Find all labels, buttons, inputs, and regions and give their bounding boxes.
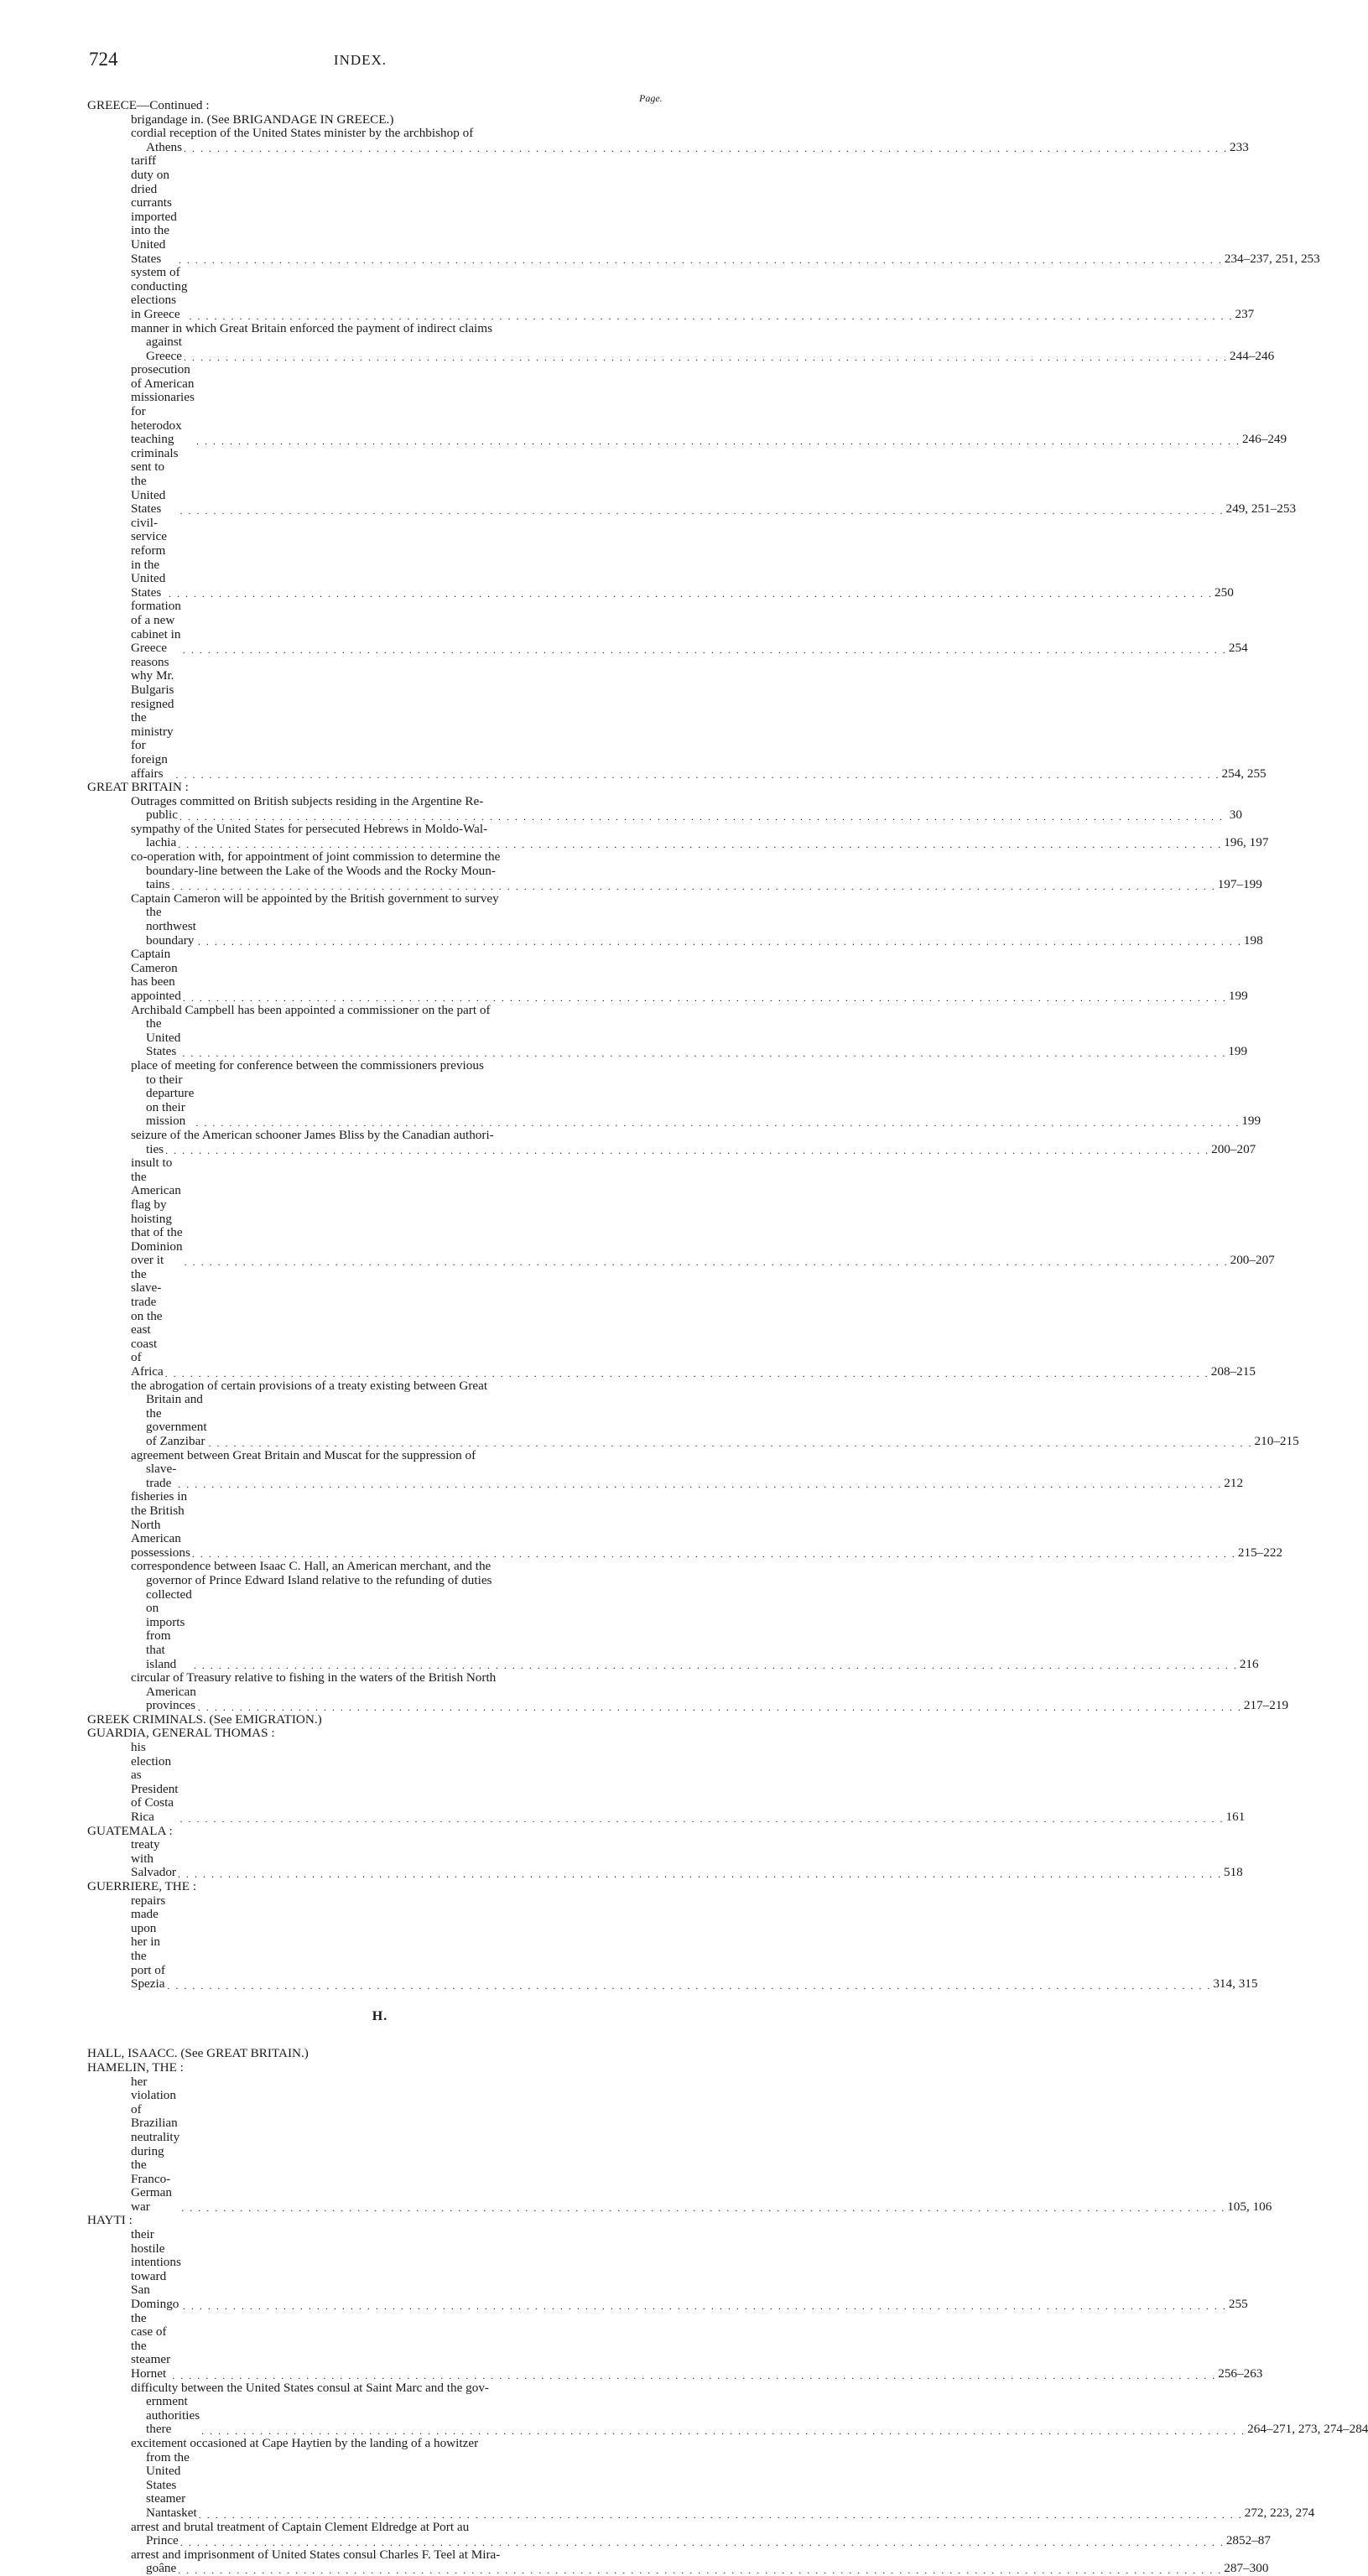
- entry-text: insult to the American flag by hoisting that of the Dominion over it: [131, 1156, 183, 1268]
- entry-text: the case of the steamer Hornet: [131, 2310, 171, 2381]
- entry-text: formation of a new cabinet in Greece: [131, 599, 181, 656]
- page-ref: 198: [1243, 932, 1263, 948]
- heading-guatemala: GUATEMALA :: [87, 1823, 173, 1838]
- entry-text: Athens: [146, 139, 183, 154]
- page-ref: 233: [1230, 139, 1249, 154]
- entry-text: sympathy of the United States for persecuted Hebrews in Moldo-Wal-: [131, 821, 488, 836]
- leader-dots: [175, 769, 1220, 781]
- page-ref: 272, 223, 274: [1244, 2505, 1315, 2520]
- entry-text-line: [87, 850, 673, 865]
- entry-text: to their departure on their mission: [146, 1072, 195, 1129]
- entry-text: civil-service reform in the United States: [131, 515, 168, 600]
- entry-guerriere-1: [87, 1893, 1258, 1992]
- entry-gb-9: [87, 1156, 1275, 1268]
- page-title: INDEX.: [333, 52, 388, 68]
- entry-text: fisheries in the British North American possessions: [131, 1489, 190, 1560]
- leader-dots: [167, 1980, 1211, 1992]
- page-ref: 246–249: [1241, 432, 1287, 447]
- entry-text: criminals sent to the United States: [131, 445, 179, 517]
- entry-text: tariff duty on dried currants imported into the United States: [131, 153, 177, 266]
- entry-text: prosecution of American missionaries for heterodox teaching: [131, 362, 195, 447]
- leader-dots: [183, 2300, 1227, 2312]
- entry-text: manner in which Great Britain enforced the payment of indirect claims: [131, 320, 492, 335]
- heading-hall: HALL, ISAACC. (See GREAT BRITAIN.): [87, 2046, 309, 2061]
- entry-text: their hostile intentions toward San Domingo: [131, 2227, 181, 2312]
- page-ref: 30: [1229, 808, 1242, 823]
- page-ref: 518: [1223, 1865, 1243, 1880]
- entry-text: difficulty between the United States consul at Saint Marc and the gov-: [131, 2380, 489, 2395]
- page-column-label: Page.: [639, 92, 663, 104]
- page-ref: 197–199: [1217, 877, 1262, 892]
- leader-dots: [185, 1256, 1229, 1268]
- entry-text-line: [87, 2521, 673, 2535]
- entry-gb-14: [87, 1587, 1259, 1672]
- leader-dots: [198, 936, 1242, 948]
- entry-text: treaty with Salvador: [131, 1837, 176, 1880]
- leader-dots: [179, 811, 1224, 823]
- entry-gb-6: [87, 1016, 1248, 1059]
- entry-text: arrest and brutal treatment of Captain Clement Eldredge at Port au: [131, 2519, 470, 2534]
- leader-dots: [181, 2202, 1225, 2214]
- leader-dots: [172, 880, 1216, 892]
- entry-gb-12: [87, 1462, 1244, 1490]
- entry-text: reasons why Mr. Bulgaris resigned the ministry for foreign affairs: [131, 654, 174, 781]
- entry-text-line: [87, 823, 673, 837]
- heading-guardia: GUARDIA, GENERAL THOMAS :: [87, 1726, 275, 1741]
- entry-text: seizure of the American schooner James Bliss by the Canadian authori-: [131, 1127, 494, 1142]
- entry-gb-15: [87, 1684, 1289, 1713]
- entry-text-line: [87, 2381, 673, 2396]
- entry-text-line: [87, 2437, 673, 2451]
- page-ref: 199: [1228, 989, 1248, 1003]
- entry-text: system of conducting elections in Greece: [131, 265, 188, 321]
- entry-text: correspondence between Isaac C. Hall, an American merchant, and the: [131, 1559, 492, 1574]
- page-ref: 200–207: [1211, 1141, 1256, 1156]
- entry-text: American provinces: [146, 1684, 196, 1713]
- leader-dots: [184, 351, 1228, 363]
- entry-text: from the United States steamer Nantasket: [146, 2449, 197, 2520]
- entry-text-line: [87, 795, 673, 809]
- leader-dots: [199, 2509, 1243, 2521]
- leader-dots: [178, 2564, 1222, 2576]
- entry-greece-6: [87, 445, 1297, 517]
- page-ref: 2852–87: [1225, 2533, 1271, 2548]
- entry-text: ties: [146, 1141, 164, 1156]
- entry-text: Britain and the government of Zanzibar: [146, 1392, 207, 1448]
- leader-dots: [182, 1047, 1226, 1059]
- page-ref: 255: [1228, 2297, 1248, 2312]
- leader-dots: [194, 1659, 1238, 1671]
- leader-dots: [195, 1117, 1240, 1129]
- entry-greece-2: [87, 153, 1320, 266]
- entry-text: goâne: [146, 2561, 177, 2576]
- entry-text-line: [87, 2548, 673, 2563]
- page-ref: 256–263: [1218, 2366, 1263, 2381]
- page-ref: 105, 106: [1227, 2199, 1272, 2214]
- entry-text: cordial reception of the United States minister by the archbishop of: [131, 126, 474, 141]
- page-ref: 210–215: [1254, 1434, 1299, 1448]
- entry-text: Outrages committed on British subjects residing in the Argentine Re-: [131, 793, 484, 808]
- leader-dots: [184, 143, 1228, 154]
- page-ref: 215–222: [1237, 1545, 1283, 1560]
- leader-dots: [183, 992, 1227, 1004]
- entry-text: tains: [146, 877, 170, 892]
- heading-greek-criminals: GREEK CRIMINALS. (See EMIGRATION.): [87, 1711, 322, 1727]
- page-number: 724: [89, 49, 118, 70]
- page-ref: 200–207: [1230, 1253, 1275, 1268]
- page-ref: 314, 315: [1213, 1976, 1258, 1992]
- entry-text: against Greece: [146, 335, 183, 363]
- entry-text: Captain Cameron will be appointed by the British government to survey: [131, 891, 499, 906]
- page-ref: 254, 255: [1221, 766, 1267, 781]
- entry-text: Archibald Campbell has been appointed a commissioner on the part of: [131, 1002, 491, 1017]
- entry-gb-2: [87, 835, 1269, 850]
- page-ref: 287–300: [1224, 2561, 1269, 2576]
- entry-text-line: [87, 1671, 673, 1685]
- entry-text-line: [87, 1560, 673, 1574]
- entry-text: slave-trade: [146, 1462, 177, 1490]
- entry-gb-11: [87, 1392, 1299, 1448]
- entry-greece-7: [87, 515, 1234, 600]
- entry-text: his election as President of Costa Rica: [131, 1740, 179, 1825]
- leader-dots: [192, 1548, 1236, 1560]
- heading-guerriere: GUERRIERE, THE :: [87, 1879, 197, 1893]
- section-letter-h: H.: [372, 2008, 388, 2023]
- entry-hayti-1: [87, 2227, 1248, 2312]
- entry-text: co-operation with, for appointment of joint commission to determine the: [131, 849, 501, 865]
- leader-dots: [165, 1368, 1209, 1379]
- page-ref: 199: [1228, 1044, 1248, 1059]
- entry-gb-5: [87, 947, 1248, 1003]
- page-ref: 237: [1235, 306, 1255, 321]
- leader-dots: [180, 505, 1225, 517]
- leader-dots: [169, 588, 1213, 600]
- entry-gb-10: [87, 1266, 1256, 1379]
- page-ref: 161: [1225, 1810, 1246, 1825]
- entry-text-line: [87, 1449, 673, 1463]
- leader-dots: [165, 1145, 1209, 1156]
- entry-hayti-5: [87, 2533, 1271, 2548]
- entry-text: lachia: [146, 835, 177, 850]
- entry-text-line: [87, 892, 673, 906]
- entry-text: agreement between Great Britain and Muscat for the suppression of: [131, 1447, 476, 1462]
- leader-dots: [172, 2370, 1216, 2381]
- entry-text: governor of Prince Edward Island relative to the refunding of duties: [146, 1572, 492, 1587]
- entry-hayti-2: [87, 2310, 1263, 2381]
- entry-greece-4: [87, 335, 1275, 363]
- entry-gb-3: [87, 877, 1262, 892]
- heading-great-britain: GREAT BRITAIN :: [87, 780, 189, 795]
- entry-greece-1: [87, 139, 1249, 155]
- entry-greece-9: [87, 654, 1267, 781]
- leader-dots: [183, 644, 1227, 656]
- heading-hayti: HAYTI :: [87, 2213, 133, 2228]
- leader-dots: [201, 2425, 1246, 2437]
- leader-dots: [178, 1868, 1222, 1880]
- entry-text-line: [87, 1129, 673, 1143]
- entry-greece-brigandage: [87, 113, 673, 127]
- entry-text: the northwest boundary: [146, 905, 196, 948]
- page-ref: 196, 197: [1224, 835, 1269, 850]
- leader-dots: [178, 839, 1222, 850]
- entry-gb-1: [87, 808, 1242, 823]
- entry-hamelin-1: [87, 2074, 1272, 2215]
- page-ref: 264–271, 273, 274–284: [1247, 2422, 1368, 2437]
- entry-gb-7: [87, 1072, 1261, 1129]
- entry-hayti-4: [87, 2449, 1315, 2521]
- entry-greece-3: [87, 265, 1255, 321]
- entry-text: place of meeting for conference between the commissioners previous: [131, 1057, 484, 1072]
- leader-dots: [209, 1437, 1253, 1449]
- entry-text: boundary-line between the Lake of the Woods and the Rocky Moun-: [146, 863, 496, 878]
- entry-text-line: [87, 322, 673, 336]
- entry-text: the abrogation of certain provisions of a treaty existing between Great: [131, 1378, 488, 1393]
- entry-text: repairs made upon her in the port of Spezia: [131, 1893, 166, 1992]
- entry-text: arrest and imprisonment of United States consul Charles F. Teel at Mira-: [131, 2547, 501, 2562]
- entry-text: the United States: [146, 1016, 181, 1059]
- entry-hayti-6: [87, 2561, 1269, 2576]
- leader-dots: [189, 310, 1233, 322]
- leader-dots: [180, 2537, 1225, 2548]
- page-ref: 250: [1215, 584, 1234, 600]
- leader-dots: [196, 435, 1241, 447]
- entry-gb-13: [87, 1489, 1283, 1560]
- leader-dots: [198, 1701, 1242, 1713]
- entry-text-line: [87, 1379, 673, 1394]
- entry-greece-8: [87, 599, 1248, 656]
- entry-hayti-3: [87, 2394, 1368, 2437]
- entry-text: Prince: [146, 2533, 179, 2548]
- leader-dots: [179, 254, 1223, 266]
- entry-text: public: [146, 808, 178, 823]
- leader-dots: [180, 1813, 1225, 1825]
- page-ref: 234–237, 251, 253: [1224, 251, 1320, 266]
- page-ref: 212: [1224, 1475, 1244, 1490]
- entry-text: brigandage in. (See BRIGANDAGE IN GREECE.): [131, 112, 394, 127]
- entry-text-line: [87, 865, 673, 879]
- heading-hamelin: HAMELIN, THE :: [87, 2059, 184, 2075]
- entry-text: ernment authorities there: [146, 2394, 200, 2437]
- entry-text: Captain Cameron has been appointed: [131, 947, 181, 1003]
- page-ref: 199: [1241, 1114, 1261, 1129]
- entry-text: excitement occasioned at Cape Haytien by the landing of a howitzer: [131, 2435, 479, 2450]
- page-ref: 244–246: [1230, 348, 1275, 363]
- entry-text-line: [87, 1574, 673, 1588]
- entry-guatemala-1: [87, 1837, 1243, 1880]
- leader-dots: [178, 1478, 1222, 1490]
- entry-text: circular of Treasury relative to fishing in the waters of the British North: [131, 1670, 497, 1685]
- page-ref: 217–219: [1243, 1698, 1289, 1713]
- entry-text-line: [87, 1059, 673, 1073]
- entry-text: collected on imports from that island: [146, 1587, 192, 1671]
- entry-gb-8: [87, 1141, 1256, 1157]
- entry-text-line: [87, 1004, 673, 1018]
- heading-greece: GREECE—Continued :: [87, 98, 210, 112]
- page-ref: 254: [1228, 641, 1248, 656]
- page-ref: 249, 251–253: [1225, 501, 1297, 517]
- entry-greece-5: [87, 362, 1287, 447]
- page-ref: 208–215: [1210, 1364, 1256, 1379]
- entry-guardia-1: [87, 1740, 1246, 1825]
- entry-text: her violation of Brazilian neutrality during the Franco-German war: [131, 2074, 180, 2214]
- entry-text: the slave-trade on the east coast of Africa: [131, 1266, 164, 1379]
- entry-gb-4: [87, 905, 1263, 948]
- entry-text-line: [87, 127, 673, 141]
- page-ref: 216: [1239, 1656, 1259, 1671]
